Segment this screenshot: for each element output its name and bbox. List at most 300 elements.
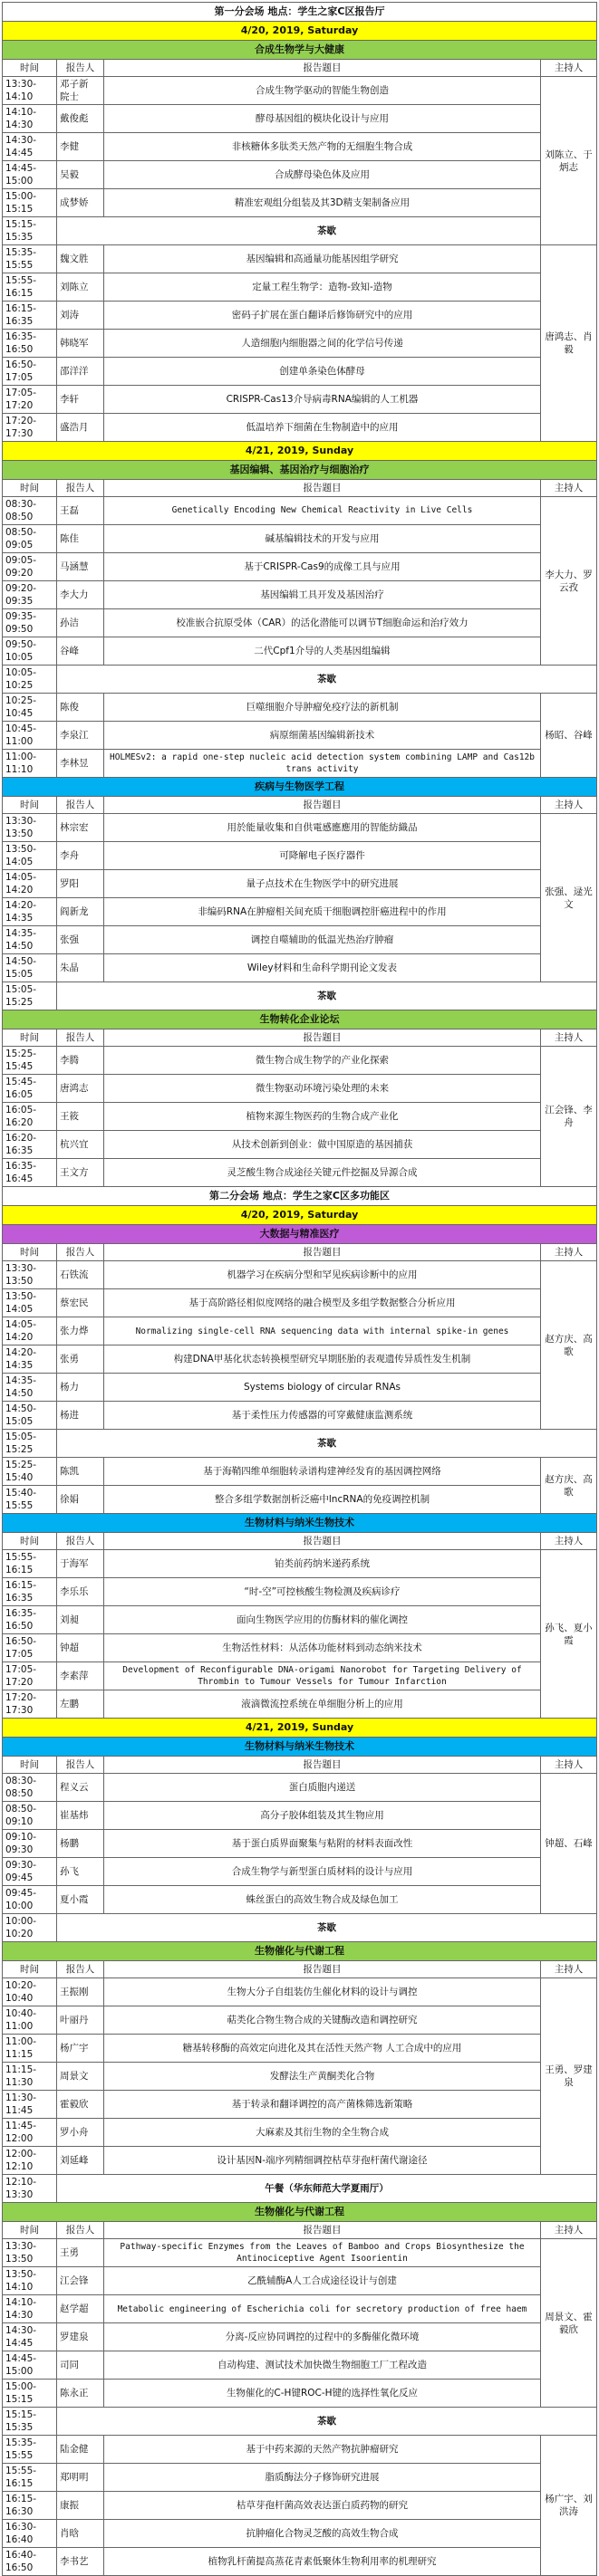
talk-time: 14:35-14:50 <box>3 926 57 954</box>
talk-speaker: 罗建泉 <box>57 2323 104 2351</box>
talk-title: 灵芝酸生物合成途径关键元件挖掘及异源合成 <box>104 1159 541 1187</box>
talk-title: 糖基转移酶的高效定向进化及其在活性天然产物 人工合成中的应用 <box>104 2035 541 2063</box>
talk-row <box>3 1634 597 1662</box>
talk-row <box>3 1830 597 1858</box>
talk-speaker: 刘陈立 <box>57 273 104 302</box>
talk-title: 酵母基因组的模块化设计与应用 <box>104 105 541 133</box>
session-title: 生物催化与代谢工程 <box>3 2203 597 2222</box>
talk-title: 密码子扩展在蛋白翻译后修饰研究中的应用 <box>104 302 541 330</box>
talk-title: 微生物合成生物学的产业化探索 <box>104 1047 541 1075</box>
talk-time: 14:45-15:00 <box>3 161 57 189</box>
col-host-header: 主持人 <box>540 60 596 77</box>
session-host: 杨昭、谷峰 <box>540 694 596 778</box>
talk-row <box>3 694 597 722</box>
talk-row <box>3 1317 597 1345</box>
talk-time: 14:20-14:35 <box>3 1345 57 1374</box>
talk-row <box>3 77 597 105</box>
talk-speaker: 魏文胜 <box>57 245 104 273</box>
talk-row <box>3 1978 597 2006</box>
break-time: 15:15-15:35 <box>3 2408 57 2436</box>
col-speaker-header: 报告人 <box>57 1961 104 1978</box>
session-host: 周景文、霍毅欣 <box>540 2239 596 2408</box>
talk-row <box>3 1486 597 1514</box>
session-row <box>3 41 597 60</box>
talk-row <box>3 2239 597 2267</box>
talk-speaker: 陈永正 <box>57 2380 104 2408</box>
talk-time: 09:35-09:50 <box>3 609 57 637</box>
break-row <box>3 1430 597 1458</box>
col-host-header: 主持人 <box>540 1244 596 1261</box>
col-title-header: 报告题目 <box>104 2222 541 2239</box>
column-header-row <box>3 480 597 497</box>
col-time-header: 时间 <box>3 60 57 77</box>
session-host: 刘陈立、于炳志 <box>540 77 596 245</box>
talk-time: 16:35-16:45 <box>3 1159 57 1187</box>
talk-title: 机器学习在疾病分型和罕见疾病诊断中的应用 <box>104 1261 541 1289</box>
talk-time: 17:20-17:30 <box>3 414 57 442</box>
talk-speaker: 戴俊彪 <box>57 105 104 133</box>
column-header-row <box>3 60 597 77</box>
talk-speaker: 马涵慧 <box>57 553 104 581</box>
session-row <box>3 778 597 797</box>
talk-speaker: 李素萍 <box>57 1662 104 1690</box>
talk-speaker: 罗阳 <box>57 870 104 898</box>
talk-title: 构建DNA甲基化状态转换模型研究早期胚胎的表观遗传异质性发生机制 <box>104 1345 541 1374</box>
talk-time: 10:45-11:00 <box>3 722 57 750</box>
venue-row <box>3 1187 597 1206</box>
col-title-header: 报告题目 <box>104 1961 541 1978</box>
talk-time: 13:50-14:10 <box>3 2267 57 2295</box>
talk-time: 14:45-15:00 <box>3 2351 57 2380</box>
talk-row <box>3 2492 597 2520</box>
session-host: 张强、逯光文 <box>540 814 596 982</box>
talk-time: 16:50-17:05 <box>3 1634 57 1662</box>
talk-speaker: 李舟 <box>57 842 104 870</box>
session-title: 大数据与精准医疗 <box>3 1225 597 1244</box>
talk-speaker: 夏小霞 <box>57 1886 104 1914</box>
talk-time: 09:30-09:45 <box>3 1858 57 1886</box>
break-label: 茶歇 <box>57 1430 597 1458</box>
talk-row <box>3 1131 597 1159</box>
talk-time: 10:20-10:40 <box>3 1978 57 2006</box>
col-speaker-header: 报告人 <box>57 1029 104 1047</box>
break-label: 茶歇 <box>57 2408 597 2436</box>
talk-speaker: 陈凯 <box>57 1458 104 1486</box>
talk-time: 11:15-11:30 <box>3 2063 57 2091</box>
talk-time: 15:00-15:15 <box>3 2380 57 2408</box>
talk-time: 08:30-08:50 <box>3 497 57 525</box>
talk-speaker: 霍毅欣 <box>57 2091 104 2119</box>
talk-row <box>3 1374 597 1402</box>
talk-time: 09:05-09:20 <box>3 553 57 581</box>
talk-speaker: 刘昶 <box>57 1606 104 1634</box>
talk-time: 13:30-14:10 <box>3 77 57 105</box>
column-header-row <box>3 1029 597 1047</box>
talk-title: 基于柔性压力传感器的可穿戴健康监测系统 <box>104 1402 541 1430</box>
talk-row <box>3 133 597 161</box>
talk-time: 16:15-16:35 <box>3 302 57 330</box>
talk-row <box>3 330 597 358</box>
talk-row <box>3 302 597 330</box>
talk-row <box>3 525 597 553</box>
talk-speaker: 郑明明 <box>57 2464 104 2492</box>
talk-row <box>3 1261 597 1289</box>
talk-title: 基因编辑和高通量功能基因组学研究 <box>104 245 541 273</box>
talk-time: 11:00-11:15 <box>3 2035 57 2063</box>
session-host: 李大力、罗云孜 <box>540 497 596 666</box>
talk-title: 蛛丝蛋白的高效生物合成及绿色加工 <box>104 1886 541 1914</box>
talk-row <box>3 1858 597 1886</box>
col-speaker-header: 报告人 <box>57 797 104 814</box>
talk-speaker: 王磊 <box>57 497 104 525</box>
talk-speaker: 杭兴宜 <box>57 1131 104 1159</box>
talk-title: 定量工程生物学：造物-致知-造物 <box>104 273 541 302</box>
talk-speaker: 邵洋洋 <box>57 358 104 386</box>
talk-time: 15:35-15:55 <box>3 245 57 273</box>
break-label: 茶歇 <box>57 217 597 245</box>
talk-speaker: 杨广宇 <box>57 2035 104 2063</box>
talk-row <box>3 2147 597 2175</box>
talk-row <box>3 414 597 442</box>
talk-title: “时-空”可控核酸生物检测及疾病诊疗 <box>104 1578 541 1606</box>
talk-time: 12:00-12:10 <box>3 2147 57 2175</box>
talk-row <box>3 722 597 750</box>
talk-title: 巨噬细胞介导肿瘤免疫疗法的新机制 <box>104 694 541 722</box>
talk-row <box>3 814 597 842</box>
talk-time: 17:05-17:20 <box>3 1662 57 1690</box>
talk-time: 11:00-11:10 <box>3 750 57 778</box>
talk-speaker: 李轩 <box>57 386 104 414</box>
talk-time: 15:35-15:55 <box>3 2436 57 2464</box>
talk-title: 用於能量收集和自供電感應應用的智能紡織品 <box>104 814 541 842</box>
col-time-header: 时间 <box>3 480 57 497</box>
talk-row <box>3 105 597 133</box>
col-speaker-header: 报告人 <box>57 60 104 77</box>
talk-time: 14:10-14:30 <box>3 2295 57 2323</box>
talk-title: 人造细胞内细胞器之间的化学信号传递 <box>104 330 541 358</box>
talk-speaker: 盛浩月 <box>57 414 104 442</box>
session-host: 王勇、罗建泉 <box>540 1978 596 2175</box>
talk-speaker: 张强 <box>57 926 104 954</box>
talk-speaker: 石铁流 <box>57 1261 104 1289</box>
date-label: 4/20, 2019, Saturday <box>3 22 597 41</box>
talk-title: Pathway-specific Enzymes from the Leaves of Bamboo and Crops Biosynthesize the Antinociceptive Agent Isoorientin <box>104 2239 541 2267</box>
talk-speaker: 李乐乐 <box>57 1578 104 1606</box>
talk-time: 14:30-14:45 <box>3 133 57 161</box>
talk-row <box>3 2548 597 2576</box>
session-host: 江会锋、李舟 <box>540 1047 596 1187</box>
session-title: 生物催化与代谢工程 <box>3 1942 597 1961</box>
talk-speaker: 周景文 <box>57 2063 104 2091</box>
col-speaker-header: 报告人 <box>57 480 104 497</box>
session-row <box>3 1010 597 1029</box>
talk-speaker: 陈佳 <box>57 525 104 553</box>
talk-title: 微生物驱动环境污染处理的未来 <box>104 1075 541 1103</box>
session-host: 钟超、石峰 <box>540 1774 596 1914</box>
col-host-header: 主持人 <box>540 480 596 497</box>
talk-title: 基于高阶路径相似度网络的融合模型及多组学数据整合分析应用 <box>104 1289 541 1317</box>
talk-time: 15:55-16:15 <box>3 273 57 302</box>
talk-title: 精准宏观组分组装及其3D精支架制备应用 <box>104 189 541 217</box>
talk-time: 13:50-14:05 <box>3 842 57 870</box>
talk-title: 分离-反应协同调控的过程中的多酶催化微环境 <box>104 2323 541 2351</box>
talk-time: 11:30-11:45 <box>3 2091 57 2119</box>
talk-title: CRISPR-Cas13介导病毒RNA编辑的人工机器 <box>104 386 541 414</box>
talk-title: 抗肿瘤化合物灵芝酸的高效生物合成 <box>104 2520 541 2548</box>
talk-speaker: 李大力 <box>57 581 104 609</box>
session-row <box>3 1738 597 1757</box>
talk-row <box>3 1075 597 1103</box>
talk-row <box>3 161 597 189</box>
talk-title: 合成生物学与新型蛋白质材料的设计与应用 <box>104 1858 541 1886</box>
column-header-row <box>3 1757 597 1774</box>
talk-speaker: 康振 <box>57 2492 104 2520</box>
talk-speaker: 蔡宏民 <box>57 1289 104 1317</box>
talk-time: 10:40-11:00 <box>3 2006 57 2035</box>
talk-title: 整合多组学数据剖析泛癌中lncRNA的免疫调控机制 <box>104 1486 541 1514</box>
talk-speaker: 王振刚 <box>57 1978 104 2006</box>
talk-title: 基于转录和翻译调控的高产菌株筛选新策略 <box>104 2091 541 2119</box>
session-row <box>3 1942 597 1961</box>
talk-speaker: 江会锋 <box>57 2267 104 2295</box>
col-speaker-header: 报告人 <box>57 1533 104 1550</box>
break-label: 茶歇 <box>57 1914 597 1942</box>
talk-speaker: 杨进 <box>57 1402 104 1430</box>
talk-title: 枯草芽孢杆菌高效表达蛋白质药物的研究 <box>104 2492 541 2520</box>
session-row <box>3 461 597 480</box>
date-row <box>3 442 597 461</box>
talk-title: 高分子胶体组装及其生物应用 <box>104 1802 541 1830</box>
venue-row <box>3 3 597 22</box>
col-time-header: 时间 <box>3 1961 57 1978</box>
talk-title: 蛋白质胞内递送 <box>104 1774 541 1802</box>
break-row <box>3 982 597 1010</box>
talk-speaker: 杨鹏 <box>57 1830 104 1858</box>
talk-row <box>3 1606 597 1634</box>
talk-time: 14:50-15:05 <box>3 1402 57 1430</box>
talk-time: 11:45-12:00 <box>3 2119 57 2147</box>
talk-time: 09:20-09:35 <box>3 581 57 609</box>
col-title-header: 报告题目 <box>104 1533 541 1550</box>
talk-speaker: 林宗宏 <box>57 814 104 842</box>
talk-speaker: 左鹏 <box>57 1690 104 1719</box>
talk-title: 生物大分子自组装仿生催化材料的设计与调控 <box>104 1978 541 2006</box>
talk-row <box>3 2035 597 2063</box>
talk-speaker: 徐娟 <box>57 1486 104 1514</box>
talk-row <box>3 1103 597 1131</box>
talk-row <box>3 1402 597 1430</box>
column-header-row <box>3 1961 597 1978</box>
talk-row <box>3 273 597 302</box>
venue-title: 第一分会场 地点：学生之家C区报告厅 <box>3 3 597 22</box>
talk-speaker: 赵学超 <box>57 2295 104 2323</box>
talk-title: 基于CRISPR-Cas9的成像工具与应用 <box>104 553 541 581</box>
talk-speaker: 孙飞 <box>57 1858 104 1886</box>
talk-speaker: 陆金健 <box>57 2436 104 2464</box>
talk-speaker: 孙洁 <box>57 609 104 637</box>
talk-time: 13:50-14:05 <box>3 1289 57 1317</box>
break-row <box>3 666 597 694</box>
talk-speaker: 唐鸿志 <box>57 1075 104 1103</box>
talk-speaker: 于海军 <box>57 1550 104 1578</box>
talk-title: 生物活性材料：从活体功能材料到动态纳米技术 <box>104 1634 541 1662</box>
break-row <box>3 2408 597 2436</box>
talk-row <box>3 2351 597 2380</box>
talk-time: 14:05-14:20 <box>3 1317 57 1345</box>
break-label: 茶歇 <box>57 982 597 1010</box>
talk-speaker: 王文方 <box>57 1159 104 1187</box>
col-host-header: 主持人 <box>540 2222 596 2239</box>
talk-row <box>3 497 597 525</box>
talk-speaker: 杨力 <box>57 1374 104 1402</box>
talk-time: 15:25-15:45 <box>3 1047 57 1075</box>
talk-row <box>3 2436 597 2464</box>
talk-row <box>3 2520 597 2548</box>
col-speaker-header: 报告人 <box>57 1757 104 1774</box>
talk-speaker: 叶丽丹 <box>57 2006 104 2035</box>
talk-row <box>3 898 597 926</box>
talk-speaker: 李书艺 <box>57 2548 104 2576</box>
talk-speaker: 罗小舟 <box>57 2119 104 2147</box>
break-time: 15:15-15:35 <box>3 217 57 245</box>
talk-time: 09:10-09:30 <box>3 1830 57 1858</box>
talk-title: 基于中药来源的天然产物抗肿瘤研究 <box>104 2436 541 2464</box>
talk-speaker: 成梦娇 <box>57 189 104 217</box>
session-host: 孙飞、夏小霞 <box>540 1550 596 1719</box>
talk-row <box>3 1802 597 1830</box>
col-host-header: 主持人 <box>540 1533 596 1550</box>
talk-time: 16:50-17:05 <box>3 358 57 386</box>
talk-row <box>3 245 597 273</box>
date-row <box>3 1206 597 1225</box>
lunch-time: 12:10-13:30 <box>3 2175 57 2203</box>
session-title: 生物材料与纳米生物技术 <box>3 1514 597 1533</box>
talk-title: 可降解电子医疗器件 <box>104 842 541 870</box>
talk-row <box>3 2063 597 2091</box>
talk-time: 15:40-15:55 <box>3 1486 57 1514</box>
conference-program <box>2 2 597 2576</box>
talk-row <box>3 870 597 898</box>
talk-speaker: 阎新龙 <box>57 898 104 926</box>
talk-row <box>3 842 597 870</box>
session-host: 唐鸿志、肖毅 <box>540 245 596 442</box>
talk-row <box>3 2323 597 2351</box>
session-title: 生物材料与纳米生物技术 <box>3 1738 597 1757</box>
talk-speaker: 钟超 <box>57 1634 104 1662</box>
talk-time: 15:55-16:15 <box>3 2464 57 2492</box>
talk-speaker: 吴毅 <box>57 161 104 189</box>
talk-speaker: 谷峰 <box>57 637 104 666</box>
talk-title: 大麻素及其衍生物的全生物合成 <box>104 2119 541 2147</box>
talk-time: 16:40-16:50 <box>3 2548 57 2576</box>
talk-time: 13:30-13:50 <box>3 1261 57 1289</box>
talk-title: 量子点技术在生物医学中的研究进展 <box>104 870 541 898</box>
talk-speaker: 王勇 <box>57 2239 104 2267</box>
talk-speaker: 朱晶 <box>57 954 104 982</box>
col-host-header: 主持人 <box>540 797 596 814</box>
session-title: 生物转化企业论坛 <box>3 1010 597 1029</box>
talk-row <box>3 609 597 637</box>
talk-row <box>3 1289 597 1317</box>
talk-time: 17:05-17:20 <box>3 386 57 414</box>
talk-title: Wiley材料和生命科学期刊论文发表 <box>104 954 541 982</box>
col-time-header: 时间 <box>3 1757 57 1774</box>
talk-row <box>3 1774 597 1802</box>
talk-row <box>3 926 597 954</box>
column-header-row <box>3 797 597 814</box>
talk-title: 植物乳杆菌提高蒸花青素低聚体生物利用率的机理研究 <box>104 2548 541 2576</box>
talk-time: 13:30-13:50 <box>3 814 57 842</box>
talk-row <box>3 189 597 217</box>
talk-title: 乙酰辅酶A人工合成途径设计与创建 <box>104 2267 541 2295</box>
talk-title: 液滴微流控系统在单细胞分析上的应用 <box>104 1690 541 1719</box>
talk-speaker: 李泉江 <box>57 722 104 750</box>
session-host: 赵方庆、高歌 <box>540 1261 596 1430</box>
session-row <box>3 2203 597 2222</box>
talk-time: 14:30-14:45 <box>3 2323 57 2351</box>
col-time-header: 时间 <box>3 2222 57 2239</box>
talk-row <box>3 2464 597 2492</box>
talk-time: 08:50-09:10 <box>3 1802 57 1830</box>
col-host-header: 主持人 <box>540 1757 596 1774</box>
break-time: 10:05-10:25 <box>3 666 57 694</box>
talk-time: 16:05-16:20 <box>3 1103 57 1131</box>
break-time: 10:00-10:20 <box>3 1914 57 1942</box>
talk-row <box>3 954 597 982</box>
talk-title: 非核糖体多肽类天然产物的无细胞生物合成 <box>104 133 541 161</box>
talk-row <box>3 1578 597 1606</box>
talk-speaker: 李腾 <box>57 1047 104 1075</box>
talk-speaker: 刘延峰 <box>57 2147 104 2175</box>
date-row <box>3 22 597 41</box>
talk-row <box>3 1047 597 1075</box>
talk-title: 脂质酶法分子修饰研究进展 <box>104 2464 541 2492</box>
col-time-header: 时间 <box>3 1244 57 1261</box>
talk-time: 14:20-14:35 <box>3 898 57 926</box>
column-header-row <box>3 2222 597 2239</box>
talk-row <box>3 1550 597 1578</box>
talk-title: HOLMESv2: a rapid one-step nucleic acid detection system combining LAMP and Cas12b trans activity <box>104 750 541 778</box>
talk-title: 碱基编辑技术的开发与应用 <box>104 525 541 553</box>
talk-time: 16:20-16:35 <box>3 1131 57 1159</box>
talk-time: 16:15-16:35 <box>3 1578 57 1606</box>
talk-row <box>3 2119 597 2147</box>
col-speaker-header: 报告人 <box>57 2222 104 2239</box>
talk-title: 合成酵母染色体及应用 <box>104 161 541 189</box>
col-title-header: 报告题目 <box>104 1757 541 1774</box>
session-row <box>3 1225 597 1244</box>
talk-time: 08:30-08:50 <box>3 1774 57 1802</box>
talk-time: 13:30-13:50 <box>3 2239 57 2267</box>
talk-time: 16:30-16:40 <box>3 2520 57 2548</box>
talk-speaker: 张勇 <box>57 1345 104 1374</box>
col-title-header: 报告题目 <box>104 1244 541 1261</box>
talk-title: 二代Cpf1介导的人类基因组编辑 <box>104 637 541 666</box>
session-host: 杨广宇、刘洪涛 <box>540 2436 596 2576</box>
talk-time: 09:50-10:05 <box>3 637 57 666</box>
talk-time: 10:25-10:45 <box>3 694 57 722</box>
talk-time: 14:35-14:50 <box>3 1374 57 1402</box>
talk-row <box>3 1886 597 1914</box>
talk-title: 病原细菌基因编辑新技术 <box>104 722 541 750</box>
talk-title: 合成生物学驱动的智能生物创造 <box>104 77 541 105</box>
col-title-header: 报告题目 <box>104 480 541 497</box>
talk-row <box>3 1159 597 1187</box>
talk-time: 16:35-16:50 <box>3 1606 57 1634</box>
talk-time: 15:25-15:40 <box>3 1458 57 1486</box>
talk-title: Metabolic engineering of Escherichia coli for secretory production of free haem <box>104 2295 541 2323</box>
col-host-header: 主持人 <box>540 1029 596 1047</box>
